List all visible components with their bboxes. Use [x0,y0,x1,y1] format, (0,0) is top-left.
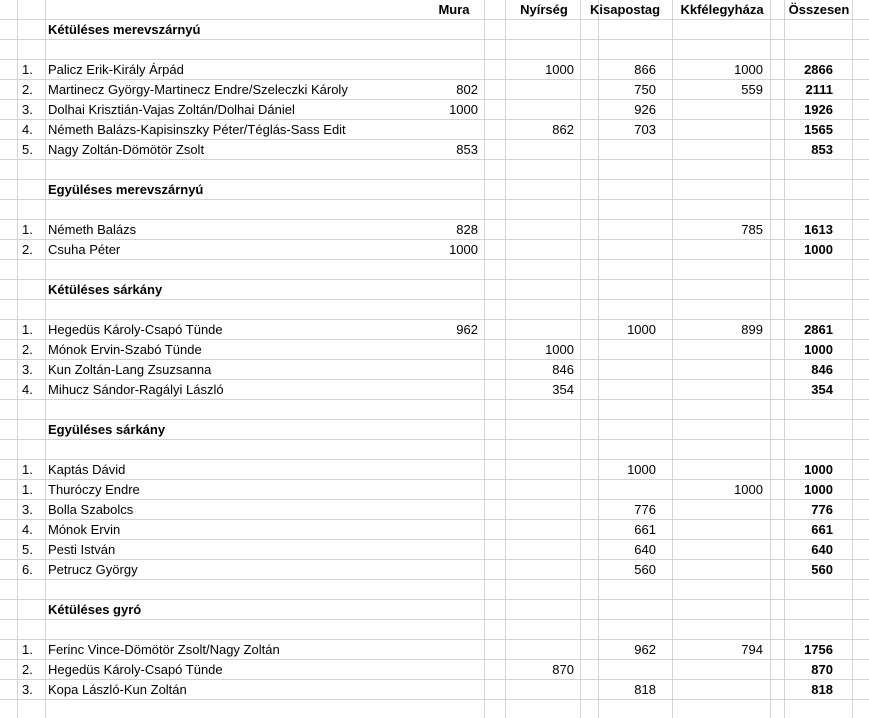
rank-cell[interactable]: 3. [22,502,33,517]
table-row [0,660,869,680]
kisapostag-cell[interactable]: 776 [634,502,656,517]
kkfelegyhaza-cell[interactable]: 1000 [734,62,763,77]
kkfelegyhaza-cell[interactable] [680,660,763,680]
section-title[interactable]: Együléses sárkány [48,422,166,437]
section-title[interactable]: Együléses merevszárnyú [48,182,204,197]
rank-cell[interactable]: 1. [22,482,33,497]
rank-cell[interactable]: 5. [22,542,33,557]
kkfelegyhaza-cell[interactable] [680,240,763,260]
rank-cell[interactable]: 4. [22,522,33,537]
mura-cell[interactable]: 1000 [449,102,478,117]
name-cell[interactable]: Martinecz György-Martinecz Endre/Szeleczki Károly [48,82,348,97]
rank-cell[interactable]: 2. [22,242,33,257]
name-cell[interactable]: Palicz Erik-Király Árpád [48,62,184,77]
mura-cell[interactable]: 828 [456,222,478,237]
kisapostag-cell[interactable] [590,220,656,240]
nyirseg-cell[interactable]: 846 [552,362,574,377]
nyirseg-cell[interactable] [520,240,574,260]
table-row [0,220,869,240]
nyirseg-cell[interactable] [520,320,574,340]
kisapostag-cell[interactable]: 818 [634,682,656,697]
table-row [0,120,869,140]
osszesen-cell[interactable]: 853 [811,142,833,157]
nyirseg-cell[interactable]: 862 [552,122,574,137]
header-nyirseg[interactable]: Nyírség [520,2,568,17]
rank-cell[interactable]: 5. [22,142,33,157]
rank-cell[interactable]: 1. [22,322,33,337]
section-title[interactable]: Kétüléses gyró [48,602,142,617]
mura-cell[interactable] [430,340,478,360]
name-cell[interactable]: Mónok Ervin-Szabó Tünde [48,342,202,357]
name-cell[interactable]: Hegedüs Károly-Csapó Tünde [48,662,223,677]
kisapostag-cell[interactable] [590,340,656,360]
kisapostag-cell[interactable] [590,140,656,160]
osszesen-cell[interactable]: 1613 [804,222,833,237]
osszesen-cell[interactable]: 1926 [804,102,833,117]
name-cell[interactable]: Kopa László-Kun Zoltán [48,682,187,697]
osszesen-cell[interactable]: 1000 [804,482,833,497]
header-kisapostag[interactable]: Kisapostag [590,2,661,17]
rank-cell[interactable]: 3. [22,682,33,697]
nyirseg-cell[interactable]: 354 [552,382,574,397]
rank-cell[interactable]: 2. [22,82,33,97]
osszesen-cell[interactable]: 818 [811,682,833,697]
kisapostag-cell[interactable] [590,660,656,680]
osszesen-cell[interactable]: 776 [811,502,833,517]
osszesen-cell[interactable]: 2111 [805,82,833,97]
mura-cell[interactable] [430,560,478,580]
kisapostag-cell[interactable]: 640 [634,542,656,557]
kkfelegyhaza-cell[interactable] [680,520,763,540]
mura-cell[interactable] [430,640,478,660]
table-row [0,80,869,100]
table-row [0,460,869,480]
osszesen-cell[interactable]: 560 [811,562,833,577]
kisapostag-cell[interactable]: 560 [634,562,656,577]
osszesen-cell[interactable]: 870 [811,662,833,677]
rank-cell[interactable]: 4. [22,122,33,137]
table-row [0,520,869,540]
nyirseg-cell[interactable] [520,680,574,700]
osszesen-cell[interactable]: 354 [811,382,833,397]
mura-cell[interactable]: 962 [456,322,478,337]
kisapostag-cell[interactable] [590,360,656,380]
kisapostag-cell[interactable]: 866 [634,62,656,77]
rank-cell[interactable]: 1. [22,222,33,237]
osszesen-cell[interactable]: 2866 [804,62,833,77]
name-cell[interactable]: Csuha Péter [48,242,121,257]
table-row [0,560,869,580]
rank-cell[interactable]: 3. [22,102,33,117]
table-row [0,320,869,340]
name-cell[interactable]: Hegedüs Károly-Csapó Tünde [48,322,223,337]
name-cell[interactable]: Kaptás Dávid [48,462,126,477]
kkfelegyhaza-cell[interactable]: 785 [741,222,763,237]
osszesen-cell[interactable]: 2861 [804,322,833,337]
nyirseg-cell[interactable] [520,80,574,100]
table-row [0,140,869,160]
table-row [0,100,869,120]
name-cell[interactable]: Thuróczy Endre [48,482,140,497]
name-cell[interactable]: Nagy Zoltán-Dömötör Zsolt [48,142,205,157]
kisapostag-cell[interactable]: 750 [634,82,656,97]
kisapostag-cell[interactable]: 703 [634,122,656,137]
kkfelegyhaza-cell[interactable] [680,680,763,700]
mura-cell[interactable] [430,120,478,140]
table-row [0,540,869,560]
kkfelegyhaza-cell[interactable] [680,380,763,400]
nyirseg-cell[interactable] [520,540,574,560]
osszesen-cell[interactable]: 846 [811,362,833,377]
nyirseg-cell[interactable] [520,140,574,160]
mura-cell[interactable]: 1000 [449,242,478,257]
nyirseg-cell[interactable] [520,560,574,580]
header-mura[interactable]: Mura [438,2,470,17]
kkfelegyhaza-cell[interactable] [680,360,763,380]
kkfelegyhaza-cell[interactable] [680,340,763,360]
rank-cell[interactable]: 2. [22,662,33,677]
kkfelegyhaza-cell[interactable]: 794 [741,642,763,657]
section-title-row [0,180,869,200]
mura-cell[interactable] [430,380,478,400]
nyirseg-cell[interactable] [520,640,574,660]
mura-cell[interactable]: 802 [456,82,478,97]
mura-cell[interactable] [430,360,478,380]
nyirseg-cell[interactable] [520,480,574,500]
kkfelegyhaza-cell[interactable] [680,500,763,520]
name-cell[interactable]: Dolhai Krisztián-Vajas Zoltán/Dolhai Dániel [48,102,295,117]
kisapostag-cell[interactable]: 1000 [627,322,656,337]
osszesen-cell[interactable]: 1000 [804,242,833,257]
kkfelegyhaza-cell[interactable]: 559 [741,82,763,97]
rank-cell[interactable]: 2. [22,342,33,357]
section-title-row [0,20,869,40]
nyirseg-cell[interactable] [520,500,574,520]
nyirseg-cell[interactable]: 870 [552,662,574,677]
kkfelegyhaza-cell[interactable] [680,540,763,560]
name-cell[interactable]: Bolla Szabolcs [48,502,134,517]
kkfelegyhaza-cell[interactable]: 1000 [734,482,763,497]
nyirseg-cell[interactable] [520,100,574,120]
osszesen-cell[interactable]: 661 [811,522,833,537]
kisapostag-cell[interactable] [590,480,656,500]
name-cell[interactable]: Németh Balázs-Kapisinszky Péter/Téglás-Sass Edit [48,122,346,137]
section-title[interactable]: Kétüléses sárkány [48,282,163,297]
mura-cell[interactable] [430,480,478,500]
mura-cell[interactable] [430,660,478,680]
table-row [0,500,869,520]
table-row [0,380,869,400]
table-row [0,680,869,700]
kisapostag-cell[interactable] [590,380,656,400]
kkfelegyhaza-cell[interactable] [680,100,763,120]
kisapostag-cell[interactable]: 1000 [627,462,656,477]
table-row [0,240,869,260]
name-cell[interactable]: Pesti István [48,542,116,557]
table-row [0,640,869,660]
mura-cell[interactable] [430,460,478,480]
section-title-row [0,600,869,620]
mura-cell[interactable] [430,680,478,700]
name-cell[interactable]: Ferinc Vince-Dömötör Zsolt/Nagy Zoltán [48,642,280,657]
mura-cell[interactable] [430,520,478,540]
kkfelegyhaza-cell[interactable] [680,560,763,580]
rank-cell[interactable]: 4. [22,382,33,397]
section-title[interactable]: Kétüléses merevszárnyú [48,22,201,37]
section-title-row [0,280,869,300]
osszesen-cell[interactable]: 1000 [804,342,833,357]
rank-cell[interactable]: 6. [22,562,33,577]
table-row [0,340,869,360]
header-row [0,0,869,20]
mura-cell[interactable]: 853 [456,142,478,157]
osszesen-cell[interactable]: 1000 [804,462,833,477]
rank-cell[interactable]: 1. [22,642,33,657]
nyirseg-cell[interactable] [520,460,574,480]
osszesen-cell[interactable]: 640 [811,542,833,557]
nyirseg-cell[interactable] [520,520,574,540]
mura-cell[interactable] [430,500,478,520]
mura-cell[interactable] [430,540,478,560]
name-cell[interactable]: Kun Zoltán-Lang Zsuzsanna [48,362,212,377]
rank-cell[interactable]: 1. [22,462,33,477]
mura-cell[interactable] [430,60,478,80]
rank-cell[interactable]: 1. [22,62,33,77]
nyirseg-cell[interactable]: 1000 [545,342,574,357]
table-row [0,360,869,380]
kisapostag-cell[interactable]: 926 [634,102,656,117]
osszesen-cell[interactable]: 1756 [804,642,833,657]
name-cell[interactable]: Németh Balázs [48,222,137,237]
rank-cell[interactable]: 3. [22,362,33,377]
nyirseg-cell[interactable]: 1000 [545,62,574,77]
name-cell[interactable]: Mónok Ervin [48,522,121,537]
kisapostag-cell[interactable]: 962 [634,642,656,657]
header-osszesen[interactable]: Összesen [788,2,850,17]
kkfelegyhaza-cell[interactable] [680,140,763,160]
nyirseg-cell[interactable] [520,220,574,240]
osszesen-cell[interactable]: 1565 [804,122,833,137]
kisapostag-cell[interactable] [590,240,656,260]
header-kkfelegyhaza[interactable]: Kkfélegyháza [680,2,764,17]
name-cell[interactable]: Petrucz György [48,562,138,577]
kkfelegyhaza-cell[interactable] [680,460,763,480]
kisapostag-cell[interactable]: 661 [634,522,656,537]
table-row [0,480,869,500]
kkfelegyhaza-cell[interactable]: 899 [741,322,763,337]
section-title-row [0,420,869,440]
table-row [0,60,869,80]
name-cell[interactable]: Mihucz Sándor-Ragályi László [48,382,224,397]
kkfelegyhaza-cell[interactable] [680,120,763,140]
